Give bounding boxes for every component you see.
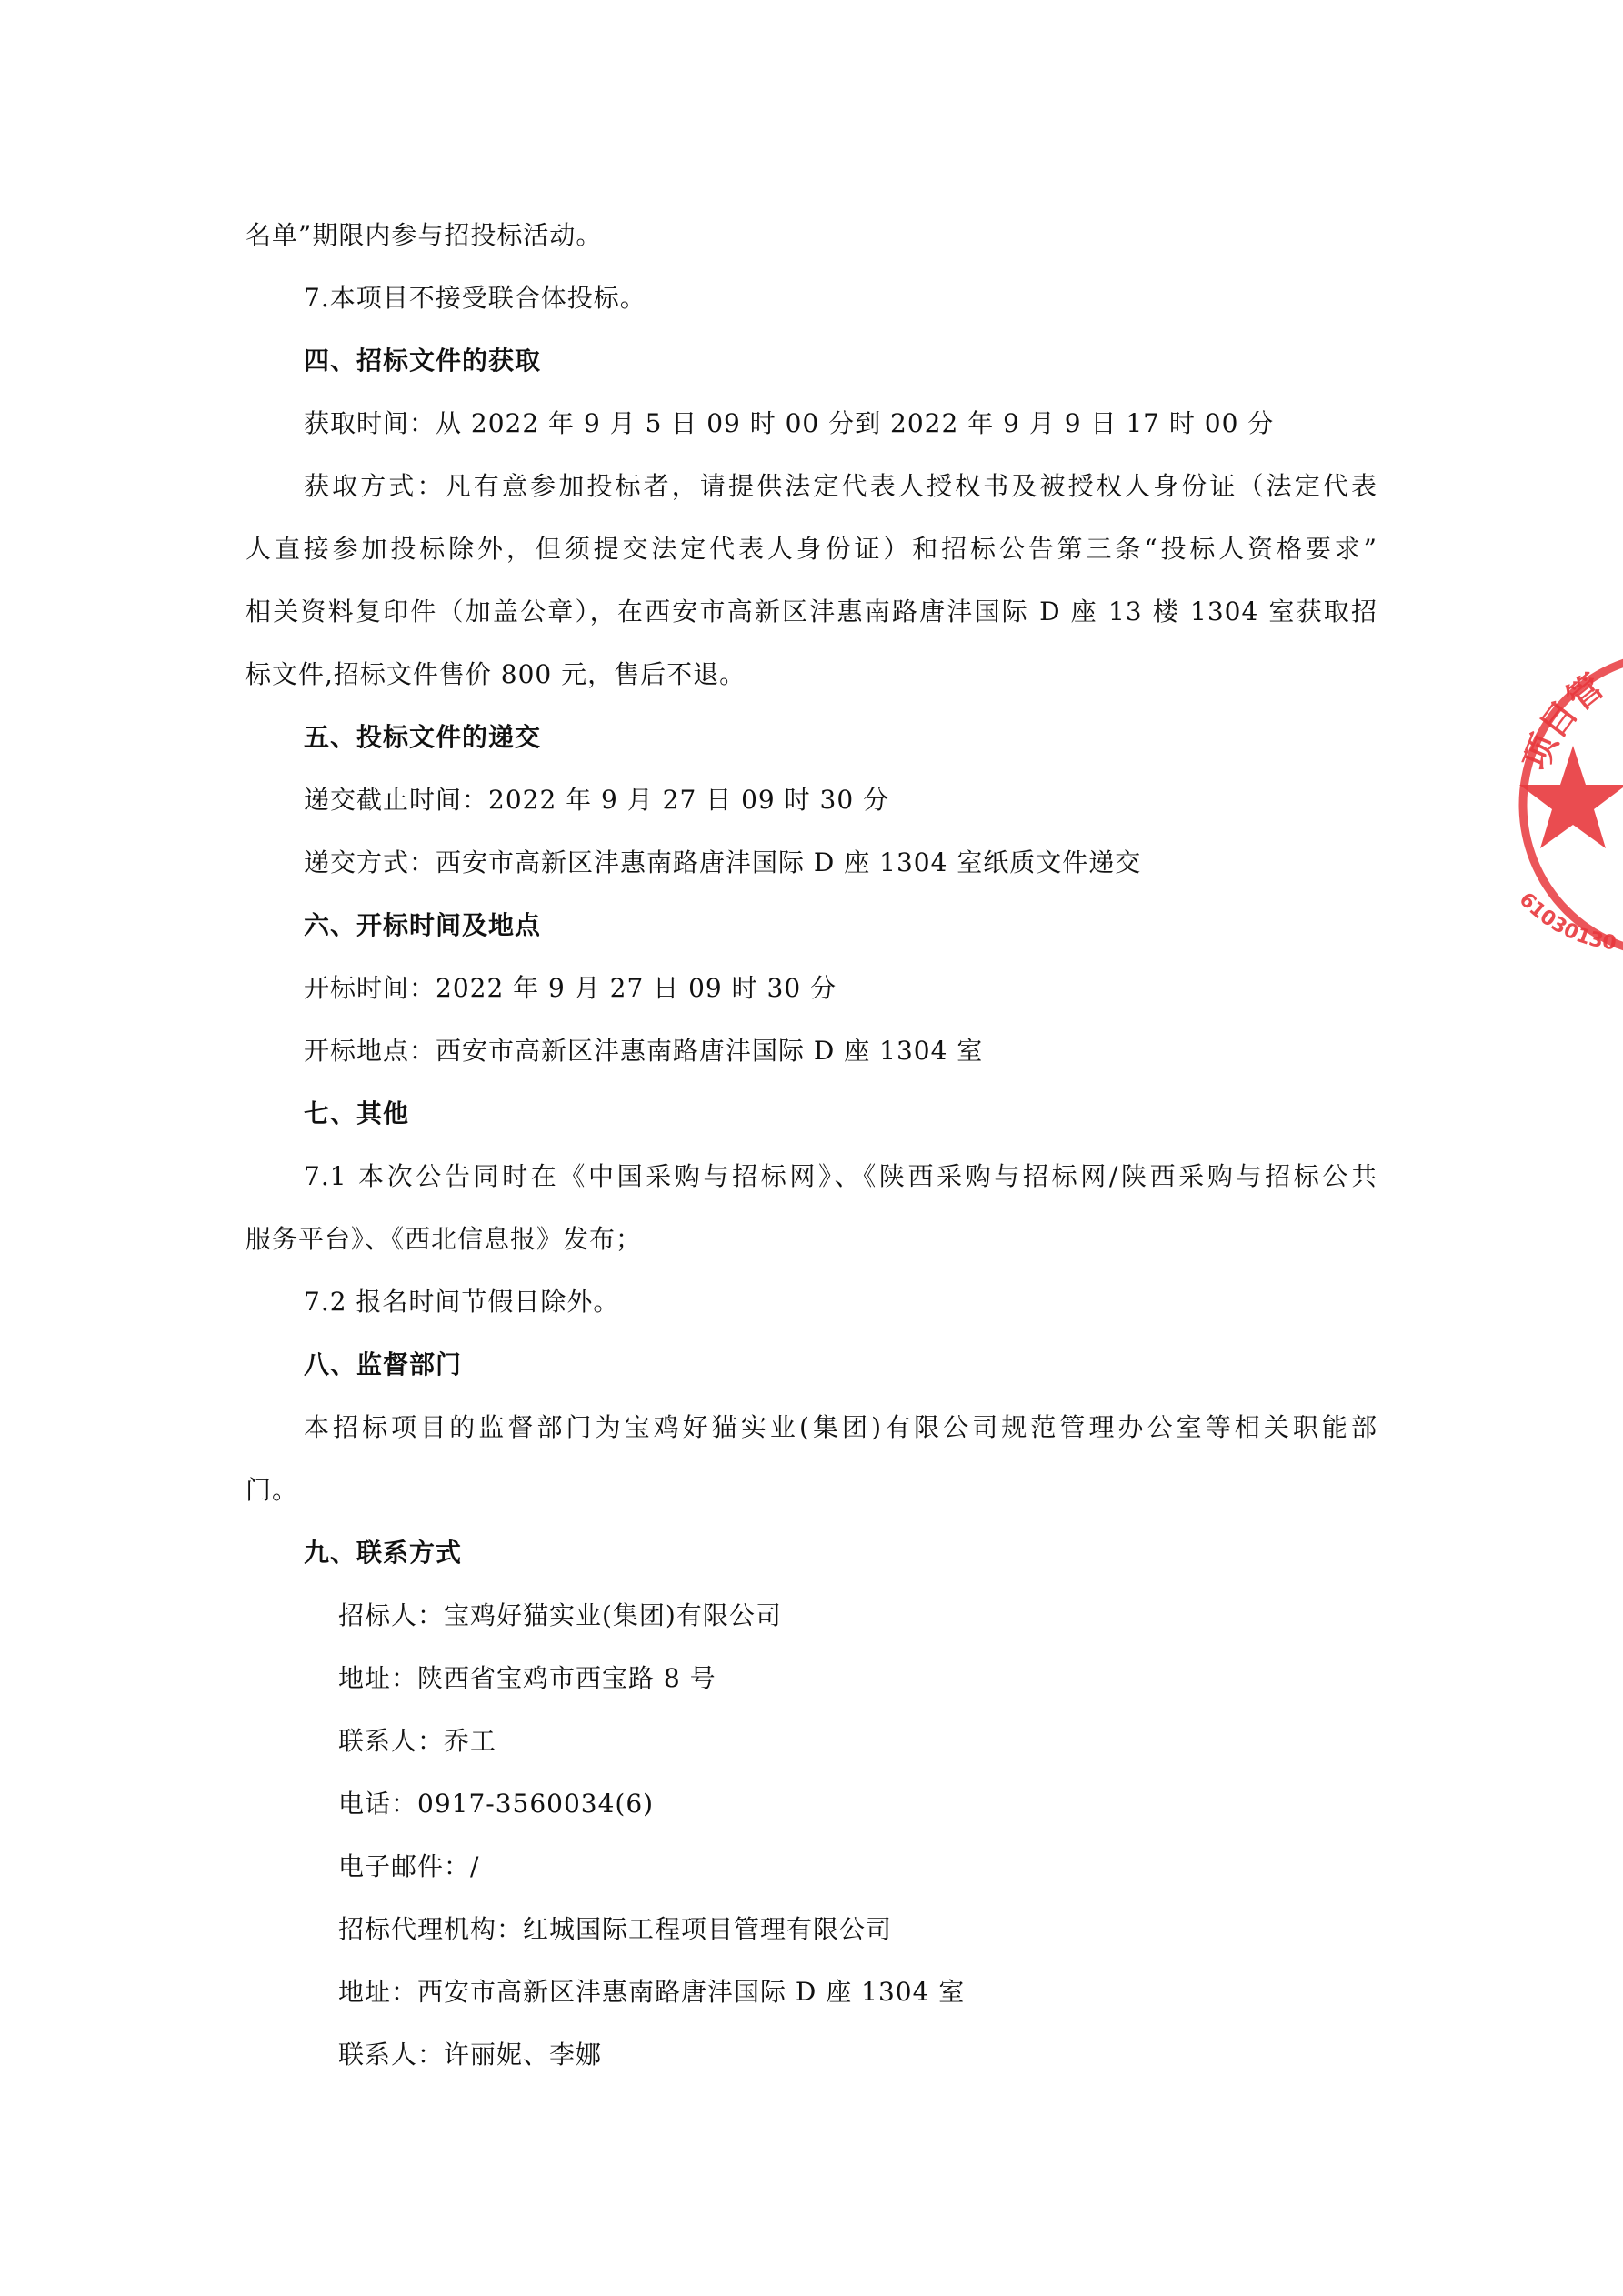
opening-time: 开标时间：2022 年 9 月 27 日 09 时 30 分 (304, 973, 837, 1003)
contact-agency: 招标代理机构：红城国际工程项目管理有限公司 (338, 1914, 893, 1944)
supervision-line-2: 门。 (245, 1475, 299, 1505)
submit-method: 递交方式：西安市高新区沣惠南路唐沣国际 D 座 1304 室纸质文件递交 (304, 847, 1142, 877)
contact-email: 电子邮件：/ (338, 1851, 480, 1881)
acquire-method-line-4: 标文件,招标文件售价 800 元，售后不退。 (245, 659, 746, 689)
section-heading-4: 四、招标文件的获取 (304, 346, 542, 376)
svg-text:项目管 (1516, 667, 1611, 776)
section-heading-5: 五、投标文件的递交 (304, 722, 542, 752)
section-heading-8: 八、监督部门 (304, 1349, 463, 1379)
section-heading-7: 七、其他 (304, 1098, 410, 1128)
section-heading-6: 六、开标时间及地点 (304, 910, 542, 940)
publish-notice-line-1: 7.1 本次公告同时在《中国采购与招标网》、《陕西采购与招标网/陕西采购与招标公共 (304, 1161, 1378, 1191)
seal-bottom-text: 61030130 (1514, 887, 1618, 956)
contact-tenderer-address: 地址：陕西省宝鸡市西宝路 8 号 (338, 1663, 716, 1693)
contact-agency-address: 地址：西安市高新区沣惠南路唐沣国际 D 座 1304 室 (338, 1977, 966, 2007)
seal-top-text: 项目管 (1515, 666, 1611, 777)
contact-agency-person: 联系人：许丽妮、李娜 (338, 2040, 603, 2070)
supervision-line-1: 本招标项目的监督部门为宝鸡好猫实业(集团)有限公司规范管理办公室等相关职能部 (304, 1412, 1378, 1442)
acquire-method-line-3: 相关资料复印件（加盖公章），在西安市高新区沣惠南路唐沣国际 D 座 13 楼 1304 室获取招 (245, 597, 1378, 627)
holiday-note: 7.2 报名时间节假日除外。 (304, 1287, 620, 1317)
contact-tenderer-person: 联系人：乔工 (338, 1726, 497, 1756)
publish-notice-line-2: 服务平台》、《西北信息报》发布； (245, 1224, 643, 1254)
paragraph-continuation: 名单”期限内参与招投标活动。 (245, 220, 603, 250)
acquire-method-line-1: 获取方式：凡有意参加投标者，请提供法定代表人授权书及被授权人身份证（法定代表 (304, 471, 1378, 501)
company-seal (1509, 637, 1623, 973)
section-heading-9: 九、联系方式 (304, 1538, 463, 1568)
svg-text:61030130 (1514, 888, 1618, 955)
acquire-time: 获取时间：从 2022 年 9 月 5 日 09 时 00 分到 2022 年 9 月 9 日 17 时 00 分 (304, 408, 1275, 438)
opening-place: 开标地点：西安市高新区沣惠南路唐沣国际 D 座 1304 室 (304, 1036, 984, 1066)
submit-deadline: 递交截止时间：2022 年 9 月 27 日 09 时 30 分 (304, 785, 890, 815)
acquire-method-line-2: 人直接参加投标除外，但须提交法定代表人身份证）和招标公告第三条“投标人资格要求” (245, 534, 1378, 564)
paragraph-no-consortium: 7.本项目不接受联合体投标。 (304, 283, 646, 313)
contact-tenderer: 招标人：宝鸡好猫实业(集团)有限公司 (338, 1600, 782, 1630)
contact-phone: 电话：0917-3560034(6) (338, 1789, 655, 1819)
